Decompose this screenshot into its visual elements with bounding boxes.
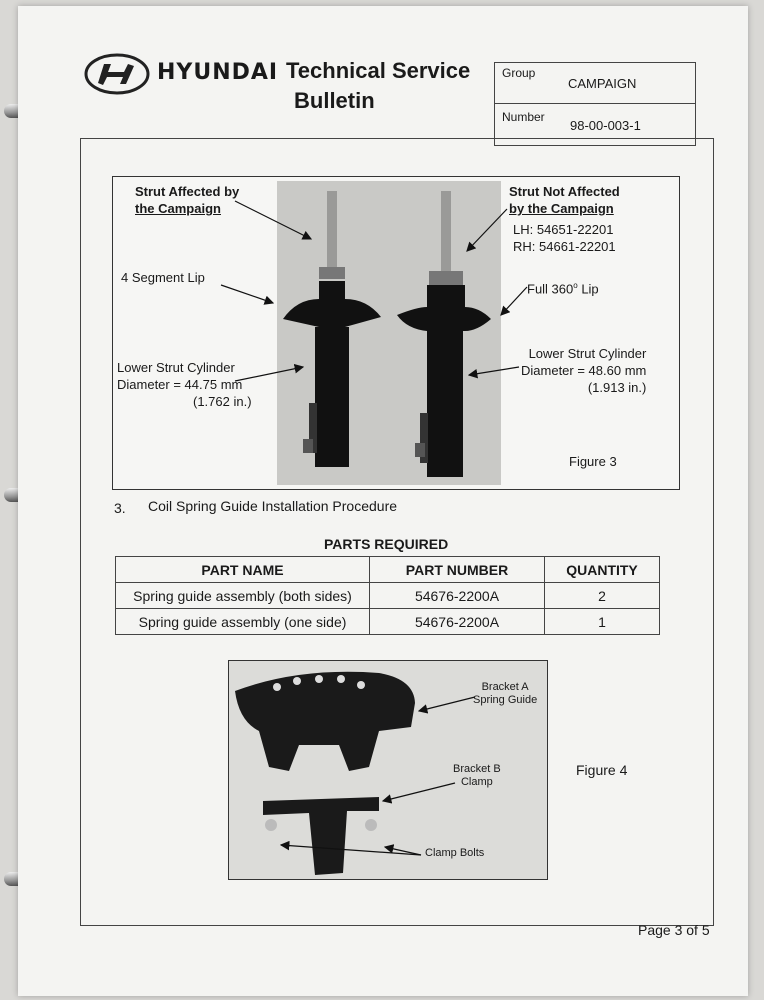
affected-title: Strut Affected by the Campaign	[135, 184, 240, 216]
hyundai-logo-icon	[84, 52, 150, 96]
page-number: Page 3 of 5	[638, 922, 710, 938]
parts-heading: PARTS REQUIRED	[324, 536, 449, 552]
group-row	[495, 63, 695, 104]
table-header-row	[116, 557, 660, 583]
callout-arrows	[113, 177, 679, 489]
figure-4-caption: Figure 4	[576, 762, 628, 778]
clamp-bolts-label: Clamp Bolts	[425, 847, 485, 859]
bracket-a-label: Bracket A Spring Guide	[473, 681, 538, 706]
lower-left-label: Lower Strut Cylinder Diameter = 44.75 mm (1.762 in.)	[117, 360, 252, 409]
table-row	[116, 583, 660, 609]
column-header: PART NUMBER	[370, 557, 545, 583]
part-numbers: LH: 54651-22201 RH: 54661-22201	[513, 222, 616, 254]
title-line-1: Technical Service	[286, 58, 471, 83]
quantity-cell: 1	[545, 609, 660, 635]
part-name-cell: Spring guide assembly (one side)	[116, 609, 370, 635]
full-lip-label: Full 360$^o$ Lip	[527, 281, 599, 297]
group-value: CAMPAIGN	[568, 76, 637, 91]
figure-4	[228, 660, 548, 880]
lower-right-label: Lower Strut Cylinder Diameter = 48.60 mm (1.913 in.)	[521, 346, 647, 395]
table-row	[116, 609, 660, 635]
bracket-b-label: Bracket B Clamp	[453, 763, 501, 788]
part-number-cell: 54676-2200A	[370, 609, 545, 635]
quantity-cell: 2	[545, 583, 660, 609]
not-affected-title: Strut Not Affected by the Campaign	[509, 184, 620, 216]
column-header: PART NAME	[116, 557, 370, 583]
step-number: 3.	[114, 500, 126, 516]
number-value: 98-00-003-1	[570, 118, 641, 133]
part-number-cell: 54676-2200A	[370, 583, 545, 609]
figure-3-caption: Figure 3	[569, 454, 617, 469]
header-info-box	[494, 62, 696, 146]
figure-3	[112, 176, 680, 490]
title-line-2: Bulletin	[294, 88, 375, 113]
parts-table	[115, 556, 660, 635]
part-name-cell: Spring guide assembly (both sides)	[116, 583, 370, 609]
group-label: Group	[502, 66, 536, 80]
column-header: QUANTITY	[545, 557, 660, 583]
segment-lip-label: 4 Segment Lip	[121, 270, 205, 285]
step-text: Coil Spring Guide Installation Procedure	[148, 498, 398, 514]
number-label: Number	[502, 110, 545, 124]
brand-name: HYUNDAI	[157, 60, 279, 85]
